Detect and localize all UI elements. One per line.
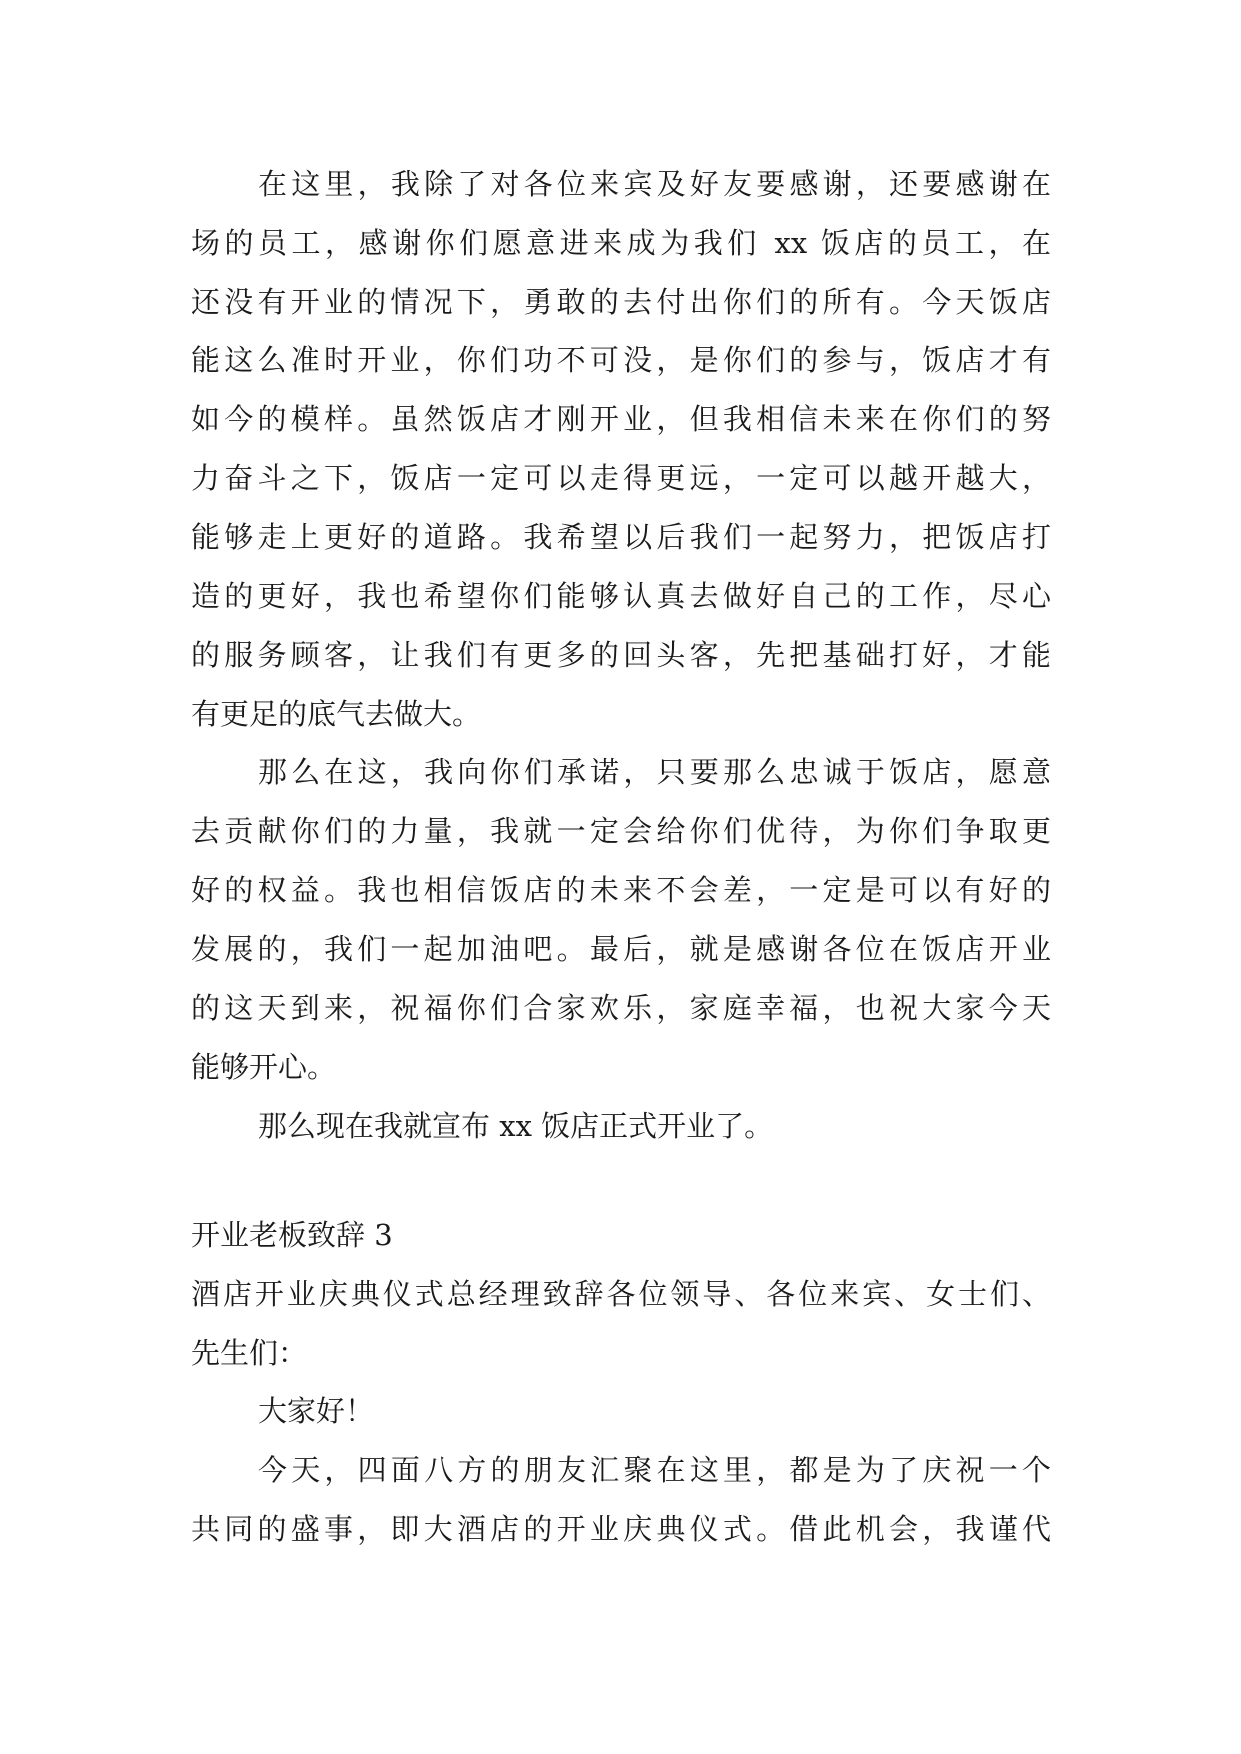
paragraph-1-line-10: 有更足的底气去做大。 [191, 697, 482, 731]
paragraph-1-line-9: 的服务顾客，让我们有更多的回头客，先把基础打好，才能 [191, 638, 1051, 672]
intro-line-2: 先生们： [191, 1336, 308, 1370]
paragraph-1-line-4: 能这么准时开业，你们功不可没，是你们的参与，饭店才有 [191, 343, 1051, 377]
paragraph-2-line-1: 那么在这，我向你们承诺，只要那么忠诚于饭店，愿意 [258, 755, 1051, 789]
paragraph-1-line-5: 如今的模样。虽然饭店才刚开业，但我相信未来在你们的努 [191, 402, 1051, 436]
section-title: 开业老板致辞 3 [191, 1218, 393, 1252]
paragraph-1-line-3: 还没有开业的情况下，勇敢的去付出你们的所有。今天饭店 [191, 285, 1051, 319]
paragraph-4-line-2: 共同的盛事，即大酒店的开业庆典仪式。借此机会，我谨代 [191, 1512, 1051, 1546]
paragraph-2-line-3: 好的权益。我也相信饭店的未来不会差，一定是可以有好的 [191, 873, 1051, 907]
paragraph-3-line-1: 那么现在我就宣布 xx 饭店正式开业了。 [258, 1109, 774, 1143]
paragraph-2-line-2: 去贡献你们的力量，我就一定会给你们优待，为你们争取更 [191, 814, 1051, 848]
paragraph-4-line-1: 今天，四面八方的朋友汇聚在这里，都是为了庆祝一个 [258, 1453, 1051, 1487]
paragraph-1-line-2: 场的员工，感谢你们愿意进来成为我们 xx 饭店的员工，在 [191, 226, 1051, 260]
paragraph-1-line-7: 能够走上更好的道路。我希望以后我们一起努力，把饭店打 [191, 520, 1051, 554]
paragraph-1-line-1: 在这里，我除了对各位来宾及好友要感谢，还要感谢在 [258, 167, 1051, 201]
paragraph-1-line-8: 造的更好，我也希望你们能够认真去做好自己的工作，尽心 [191, 579, 1051, 613]
paragraph-1-line-6: 力奋斗之下，饭店一定可以走得更远，一定可以越开越大， [191, 461, 1051, 495]
paragraph-2-line-4: 发展的，我们一起加油吧。最后，就是感谢各位在饭店开业 [191, 932, 1051, 966]
greeting: 大家好！ [258, 1394, 375, 1428]
paragraph-2-line-6: 能够开心。 [191, 1050, 337, 1084]
intro-line-1: 酒店开业庆典仪式总经理致辞各位领导、各位来宾、女士们、 [191, 1277, 1051, 1311]
paragraph-2-line-5: 的这天到来，祝福你们合家欢乐，家庭幸福，也祝大家今天 [191, 991, 1051, 1025]
